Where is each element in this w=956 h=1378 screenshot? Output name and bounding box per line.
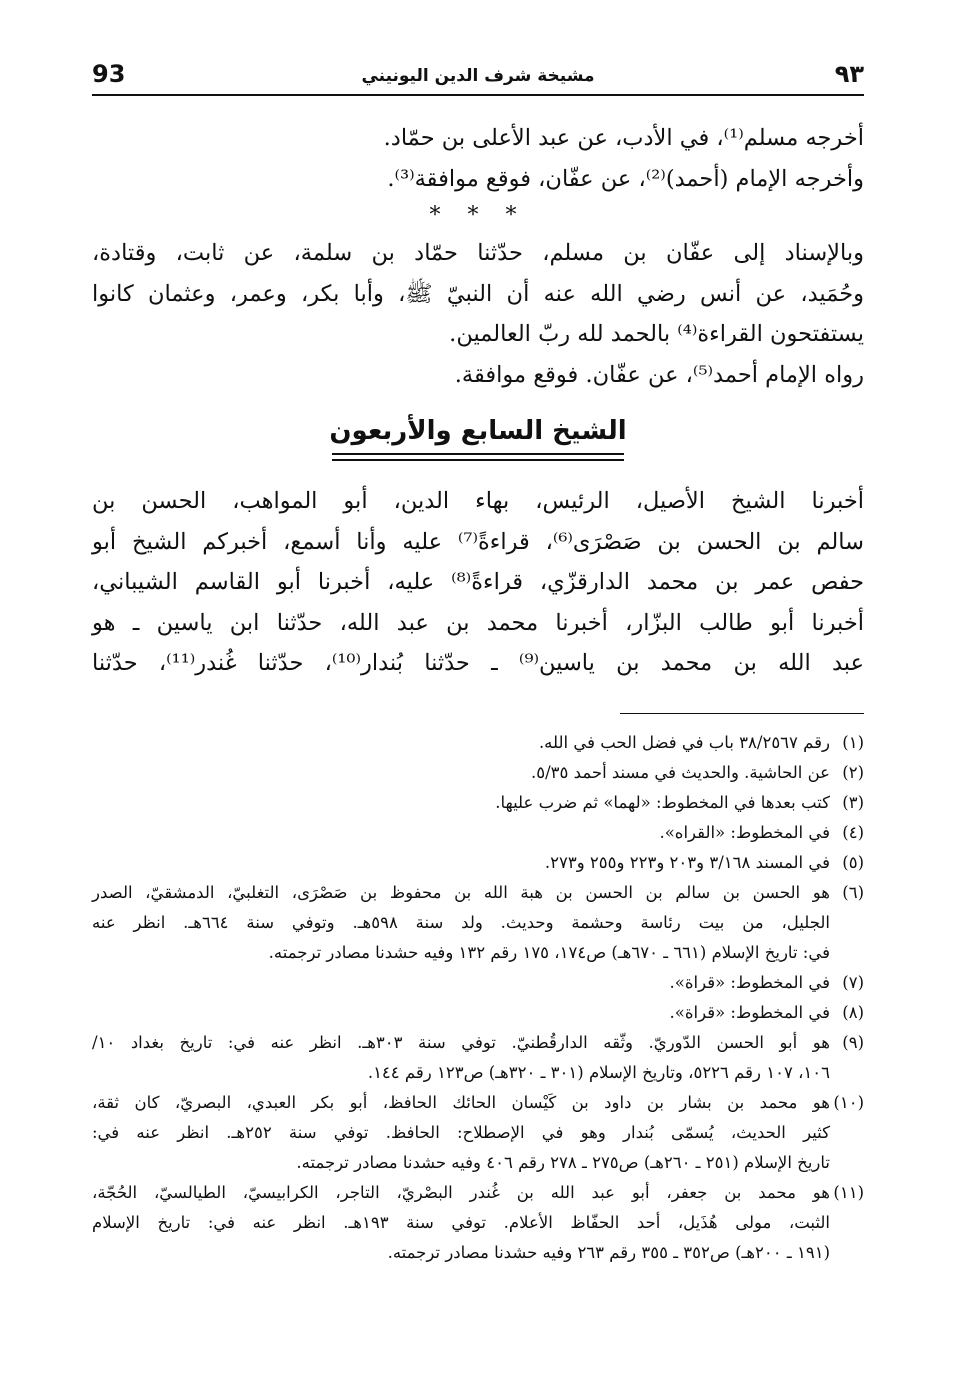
footnote (92, 1088, 864, 1178)
section-separator: * * * (429, 203, 527, 228)
footnote-number: (١١) (833, 1183, 864, 1202)
footnote-number: (٦) (842, 883, 864, 902)
footnotes (92, 728, 864, 1268)
footnote-number: (٢) (842, 763, 864, 782)
text-line: سالم بن الحسن بن صَصْرَى⁽⁶⁾، قراءةً⁽⁷⁾ عليه وأنا أسمع، أخبركم الشيخ أبو (92, 528, 864, 555)
narration-paragraph (92, 355, 864, 396)
text-line: وحُمَيد، عن أنس رضي الله عنه أن النبيّ ﷺ، وأبا بكر، وعمر، وعثمان كانوا (92, 280, 864, 307)
footnote (92, 1178, 864, 1268)
footnote-line: الثبت، مولى هُذَيل، أحد الحفّاظ الأعلام. توفي سنة ١٩٣هـ. انظر عنه في: تاريخ الإسلام (92, 1213, 830, 1232)
footnote (92, 878, 864, 968)
footnote-line: في: تاريخ الإسلام (٦٦١ ـ ٦٧٠هـ) ص١٧٤، ١٧٥ رقم ١٣٢ وفيه حشدنا مصادر ترجمته. (268, 943, 830, 962)
page-header (92, 58, 864, 96)
footnote-line: تاريخ الإسلام (٢٥١ ـ ٢٦٠هـ) ص٢٧٥ ـ ٢٧٨ رقم ٤٠٦ وفيه حشدنا مصادر ترجمته. (296, 1153, 830, 1172)
text-line: وبالإسناد إلى عفّان بن مسلم، حدّثنا حمّاد بن سلمة، عن ثابت، وقتادة، (92, 240, 864, 266)
takhrij-paragraph-2 (92, 159, 864, 200)
text-line: أخبرنا أبو طالب البزّار، أخبرنا محمد بن عبد الله، حدّثنا ابن ياسين ـ هو (92, 609, 864, 636)
text-line: يستفتحون القراءة⁽⁴⁾ بالحمد لله ربّ العالمين. (449, 321, 864, 347)
footnote (92, 758, 864, 788)
takhrij-paragraph-1 (92, 118, 864, 159)
footnote (92, 788, 864, 818)
footnote-number: (١٠) (833, 1093, 864, 1112)
text-line: أخرجه مسلم⁽¹⁾، في الأدب، عن عبد الأعلى بن حمّاد. (383, 125, 864, 151)
footnote-number: (٤) (842, 823, 864, 842)
footnote (92, 818, 864, 848)
footnote-line: الجليل، من بيت رئاسة وحشمة وحديث. ولد سنة ٥٩٨هـ. وتوفي سنة ٦٦٤هـ. انظر عنه (92, 913, 830, 932)
section-heading-text: الشيخ السابع والأربعون (329, 416, 627, 446)
text-line: عبد الله بن محمد بن ياسين⁽⁹⁾ ـ حدّثنا بُندار⁽¹⁰⁾، حدّثنا غُندر⁽¹¹⁾، حدّثنا (92, 650, 864, 676)
text-line: أخبرنا الشيخ الأصيل، الرئيس، بهاء الدين، أبو المواهب، الحسن بن (92, 488, 864, 514)
footnote-separator (620, 713, 864, 714)
footnote-number: (١) (842, 733, 864, 752)
footnote-line: كثير الحديث، يُسمّى بُندار وهو في الإصطلاح: الحافظ. توفي سنة ٢٥٢هـ. انظر عنه في: (92, 1123, 831, 1142)
text-line: وأخرجه الإمام (أحمد)⁽²⁾، عن عفّان، فوقع موافقة⁽³⁾. (387, 165, 864, 192)
footnote-number: (٧) (842, 973, 864, 992)
footnote-number: (٥) (842, 853, 864, 872)
footnote-line: كتب بعدها في المخطوط: «لهما» ثم ضرب عليها. (495, 793, 830, 812)
footnote-line: هو الحسن بن سالم بن الحسن بن هبة الله بن محفوظ بن صَصْرَى، التغلبيّ، الدمشقيّ، الصدر (92, 883, 830, 902)
footnote (92, 728, 864, 758)
footnote-line: رقم ٣٨/٢٥٦٧ باب في فضل الحب في الله. (538, 733, 830, 752)
footnote-line: هو محمد بن جعفر، أبو عبد الله بن غُندر البصْريّ، التاجر، الكرابيسيّ، الطيالسيّ، الحُجّة، (92, 1183, 830, 1202)
page-number-arabic: ٩٣ (834, 60, 864, 88)
footnote-number: (٨) (842, 1003, 864, 1022)
section-heading (92, 409, 864, 461)
isnad-paragraph (92, 481, 864, 684)
footnote (92, 968, 864, 998)
footnote-line: في المخطوط: «قراة». (669, 973, 830, 992)
page-number-latin: 93 (92, 60, 126, 88)
footnote (92, 1028, 864, 1088)
footnote-number: (٩) (842, 1033, 864, 1052)
hadith-paragraph (92, 233, 864, 355)
text-line: رواه الإمام أحمد⁽⁵⁾، عن عفّان. فوقع موافقة. (454, 361, 864, 388)
footnote-line: في المسند ٣/١٦٨ و٢٠٣ و٢٢٣ و٢٥٥ و٢٧٣. (544, 853, 830, 872)
footnote-number: (٣) (842, 793, 864, 812)
heading-double-rule (332, 453, 624, 461)
footnote-line: في المخطوط: «القراه». (659, 823, 830, 842)
footnote (92, 848, 864, 878)
main-text (92, 118, 864, 684)
footnote-line: هو أبو الحسن الدّوريّ. وثّقه الدارقُطنيّ. توفي سنة ٣٠٣هـ. انظر عنه في: تاريخ بغداد ١٠/ (92, 1033, 830, 1052)
footnote-line: ١٠٦، ١٠٧ رقم ٥٢٢٦، وتاريخ الإسلام (٣٠١ ـ ٣٢٠هـ) ص١٢٣ رقم ١٤٤. (367, 1063, 830, 1082)
footnote-line: عن الحاشية. والحديث في مسند أحمد ٥/٣٥. (531, 763, 830, 782)
text-line: حفص عمر بن محمد الدارقزّي، قراءةً⁽⁸⁾ عليه، أخبرنا أبو القاسم الشيباني، (92, 569, 864, 595)
footnote-line: (١٩١ ـ ٢٠٠هـ) ص٣٥٢ ـ ٣٥٥ رقم ٢٦٣ وفيه حشدنا مصادر ترجمته. (387, 1243, 830, 1262)
footnote-line: هو محمد بن بشار بن داود بن كَيْسان الحائك الحافظ، أبو بكر العبدي، البصريّ، كان ثقة، (92, 1093, 830, 1112)
footnote (92, 998, 864, 1028)
running-title: مشيخة شرف الدين اليونيني (361, 66, 595, 86)
footnote-line: في المخطوط: «قراة». (669, 1003, 830, 1022)
